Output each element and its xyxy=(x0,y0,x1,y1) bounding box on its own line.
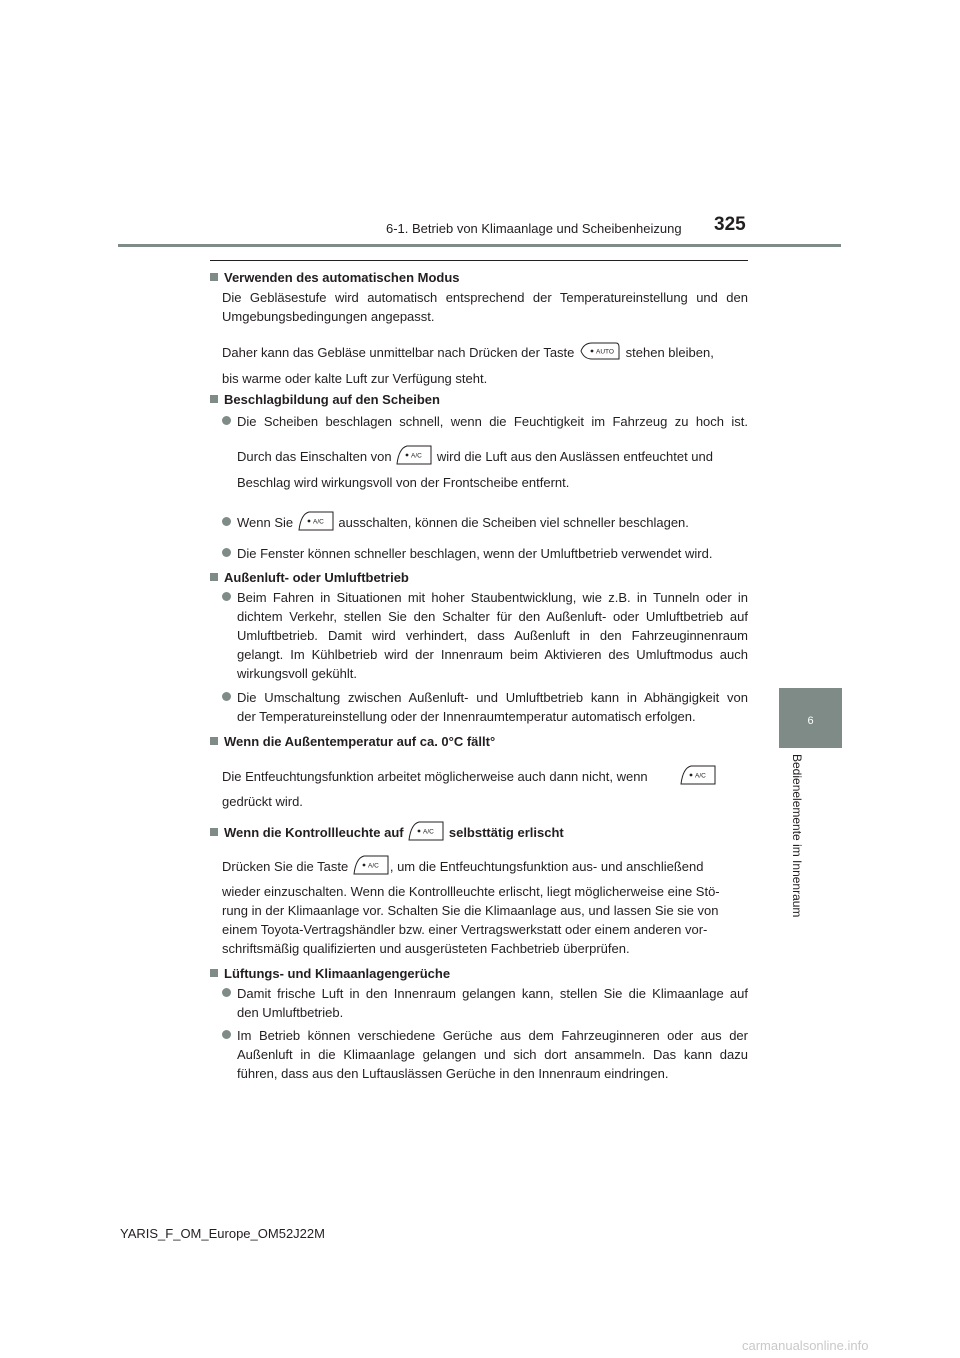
bullet-dot-icon xyxy=(222,416,231,425)
chapter-tab xyxy=(779,688,842,748)
page-number: 325 xyxy=(714,214,746,235)
paragraph-line: Umgebungsbedingungen angepasst. xyxy=(222,309,435,324)
section-heading: Verwenden des automatischen Modus xyxy=(210,268,748,287)
list-item: Beim Fahren in Situationen mit hoher Staubentwicklung, wie z.B. in Tunneln oder in xyxy=(222,588,748,607)
ac-button-label: A/C xyxy=(367,862,379,870)
paragraph-line: Beschlag wird wirkungsvoll von der Frontscheibe entfernt. xyxy=(237,475,570,490)
paragraph-line: Die Gebläsestufe wird automatisch entsprechend der Temperatureinstellung und den xyxy=(222,290,748,305)
section-heading: Wenn die Kontrollleuchte auf A/C selbsttätig erlischt xyxy=(210,820,748,847)
ac-button-icon xyxy=(352,854,390,881)
list-item: Im Betrieb können verschiedene Gerüche aus dem Fahrzeuginneren oder aus der xyxy=(222,1026,748,1045)
bullet-dot-icon xyxy=(222,592,231,601)
bullet-dot-icon xyxy=(222,988,231,997)
list-item: Die Umschaltung zwischen Außenluft- und Umluftbetrieb kann in Abhängigkeit von xyxy=(222,688,748,707)
paragraph-line: gedrückt wird. xyxy=(222,794,303,809)
content-divider xyxy=(210,260,748,261)
paragraph-line: Daher kann das Gebläse unmittelbar nach Drücken der Taste AUTO stehen bleiben, xyxy=(222,341,748,366)
bullet-dot-icon xyxy=(222,692,231,701)
list-item: Die Fenster können schneller beschlagen, wenn der Umluftbetrieb verwendet wird. xyxy=(222,544,748,563)
header-divider xyxy=(118,244,841,247)
paragraph-line: bis warme oder kalte Luft zur Verfügung steht. xyxy=(222,371,488,386)
paragraph-line: Umluftbetrieb. Damit wird verhindert, dass Außenluft in den Fahrzeuginnenraum xyxy=(237,628,748,643)
section-heading: Außenluft- oder Umluftbetrieb xyxy=(210,568,748,587)
square-bullet-icon xyxy=(210,395,218,403)
ac-button-icon xyxy=(297,510,335,537)
ac-button-icon xyxy=(679,764,717,791)
section-heading: Beschlagbildung auf den Scheiben xyxy=(210,390,748,409)
bullet-dot-icon xyxy=(222,1030,231,1039)
list-item: Die Scheiben beschlagen schnell, wenn die Feuchtigkeit im Fahrzeug zu hoch ist. xyxy=(222,412,748,431)
square-bullet-icon xyxy=(210,573,218,581)
paragraph-line: rung in der Klimaanlage vor. Schalten Sie die Klimaanlage aus, und lassen Sie sie von xyxy=(222,903,719,918)
ac-button-label: A/C xyxy=(695,772,707,780)
list-item: Damit frische Luft in den Innenraum gelangen kann, stellen Sie die Klimaanlage auf xyxy=(222,984,748,1003)
paragraph-line: schriftsmäßig qualifizierten und ausgerüsteten Fachbetrieb überprüfen. xyxy=(222,941,630,956)
square-bullet-icon xyxy=(210,828,218,836)
paragraph-line: Außenluft in die Klimaanlage gelangen und sich dort ansammeln. Das kann dazu xyxy=(237,1047,748,1062)
bullet-dot-icon xyxy=(222,517,231,526)
auto-button-label: AUTO xyxy=(596,348,614,356)
document-code: YARIS_F_OM_Europe_OM52J22M xyxy=(120,1226,325,1241)
square-bullet-icon xyxy=(210,273,218,281)
section-heading: Lüftungs- und Klimaanlagengerüche xyxy=(210,964,748,983)
paragraph-line: wieder einzuschalten. Wenn die Kontrollleuchte erlischt, liegt möglicherweise eine Stö- xyxy=(222,884,720,899)
paragraph-line: Durch das Einschalten von A/C wird die Luft aus den Auslässen entfeuchtet und xyxy=(237,444,748,471)
paragraph-line: den Umluftbetrieb. xyxy=(237,1005,344,1020)
bullet-dot-icon xyxy=(222,548,231,557)
paragraph-line: Die Entfeuchtungsfunktion arbeitet möglicherweise auch dann nicht, wenn A/C xyxy=(222,764,748,791)
ac-button-label: A/C xyxy=(423,828,435,836)
ac-button-label: A/C xyxy=(312,518,324,526)
chapter-number: 6 xyxy=(807,715,814,727)
paragraph-line: der Temperatureinstellung oder der Innenraumtemperatur automatisch erfolgen. xyxy=(237,709,696,724)
chapter-label: Bedienelemente im Innenraum xyxy=(790,754,804,918)
section-title: 6-1. Betrieb von Klimaanlage und Scheibenheizung xyxy=(386,221,682,236)
auto-button-icon xyxy=(578,341,622,366)
paragraph-line: wirkungsvoll gekühlt. xyxy=(237,666,357,681)
ac-button-label: A/C xyxy=(411,452,423,460)
ac-button-icon xyxy=(395,444,433,471)
watermark: carmanualsonline.info xyxy=(742,1338,869,1353)
paragraph-line: führen, dass aus den Luftauslässen Gerüche in den Innenraum eindringen. xyxy=(237,1066,669,1081)
ac-button-icon xyxy=(407,820,445,847)
square-bullet-icon xyxy=(210,969,218,977)
section-heading: Wenn die Außentemperatur auf ca. 0°C fällt° xyxy=(210,732,748,751)
paragraph-line: Drücken Sie die Taste A/C , um die Entfeuchtungsfunktion aus- und anschließend xyxy=(222,854,748,881)
list-item: Wenn Sie A/C ausschalten, können die Scheiben viel schneller beschlagen. xyxy=(222,510,748,537)
paragraph-line: einem Toyota-Vertragshändler bzw. einer Vertragswerkstatt oder einem anderen vor- xyxy=(222,922,708,937)
square-bullet-icon xyxy=(210,737,218,745)
paragraph-line: gelangt. Im Kühlbetrieb wird der Innenraum beim Aktivieren des Umluftmodus auch xyxy=(237,647,748,662)
paragraph-line: dichtem Verkehr, stellen Sie den Schalter für den Außenluft- oder Umluftbetrieb auf xyxy=(237,609,748,624)
